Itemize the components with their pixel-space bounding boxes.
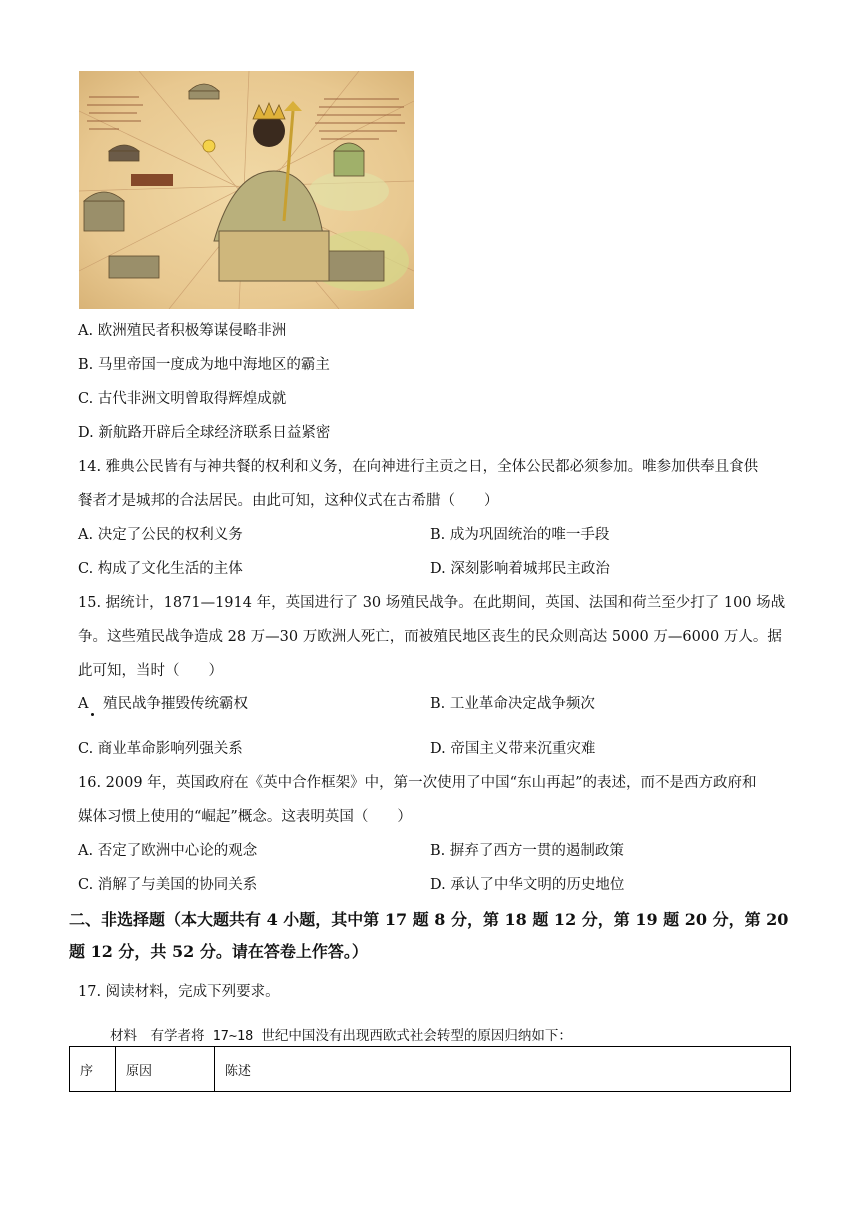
- q14-stem-line-1: 14. 雅典公民皆有与神共餐的权利和义务，在向神进行主贡之日，全体公民都必须参加。唯参加供奉且食供: [78, 459, 759, 475]
- table-header-index: 序: [70, 1047, 116, 1092]
- q14-stem-line-2: 餐者才是城邦的合法居民。由此可知，这种仪式在古希腊（ ）: [78, 493, 499, 509]
- stray-dot: [91, 713, 94, 716]
- q16-option-d: D. 承认了中华文明的历史地位: [430, 877, 625, 893]
- q15-option-b: B. 工业革命决定战争频次: [430, 696, 595, 712]
- q13-option-b: B. 马里帝国一度成为地中海地区的霸主: [78, 357, 330, 373]
- catalan-atlas-king-icon: [79, 71, 414, 309]
- section-2-heading-line-1: 二、非选择题（本大题共有 4 小题，其中第 17 题 8 分，第 18 题 12 分，第 19 题 20 分，第 20: [69, 910, 789, 929]
- q15-option-c: C. 商业革命影响列强关系: [78, 741, 243, 757]
- q14-option-d: D. 深刻影响着城邦民主政治: [430, 561, 610, 577]
- q13-option-d: D. 新航路开辟后全球经济联系日益紧密: [78, 425, 331, 441]
- q13-option-c: C. 古代非洲文明曾取得辉煌成就: [78, 391, 287, 407]
- q16-option-c: C. 消解了与美国的协同关系: [78, 877, 258, 893]
- table-header-reason: 原因: [116, 1047, 215, 1092]
- q15-stem-line-1: 15. 据统计，1871—1914 年，英国进行了 30 场殖民战争。在此期间，英国、法国和荷兰至少打了 100 场战: [78, 595, 786, 611]
- q15-stem-line-2: 争。这些殖民战争造成 28 万—30 万欧洲人死亡，而被殖民地区丧生的民众则高达 5000 万—6000 万人。据: [78, 629, 782, 645]
- q13-option-a: A. 欧洲殖民者积极筹谋侵略非洲: [78, 323, 287, 339]
- q15-stem-line-3: 此可知，当时（ ）: [78, 663, 223, 679]
- table-header-row: [70, 1047, 791, 1092]
- q14-option-a: A. 决定了公民的权利义务: [78, 527, 243, 543]
- q14-option-c: C. 构成了文化生活的主体: [78, 561, 243, 577]
- q16-stem-line-2: 媒体习惯上使用的“崛起”概念。这表明英国（ ）: [78, 809, 412, 825]
- q17-stem: 17. 阅读材料，完成下列要求。: [78, 984, 280, 1000]
- q17-material: 材料 有学者将 17~18 世纪中国没有出现西欧式社会转型的原因归纳如下：: [110, 1028, 572, 1044]
- q14-option-b: B. 成为巩固统治的唯一手段: [430, 527, 610, 543]
- q15-option-a: A 殖民战争摧毁传统霸权: [78, 696, 248, 712]
- q16-option-a: A. 否定了欧洲中心论的观念: [78, 843, 258, 859]
- q15-option-d: D. 帝国主义带来沉重灾难: [430, 741, 596, 757]
- reasons-table: [69, 1046, 791, 1092]
- table-header-statement: 陈述: [215, 1047, 791, 1092]
- q16-option-b: B. 摒弃了西方一贯的遏制政策: [430, 843, 624, 859]
- section-2-heading-line-2: 题 12 分，共 52 分。请在答卷上作答。）: [69, 942, 368, 961]
- q16-stem-line-1: 16. 2009 年，英国政府在《英中合作框架》中，第一次使用了中国“东山再起”的表述，而不是西方政府和: [78, 775, 757, 791]
